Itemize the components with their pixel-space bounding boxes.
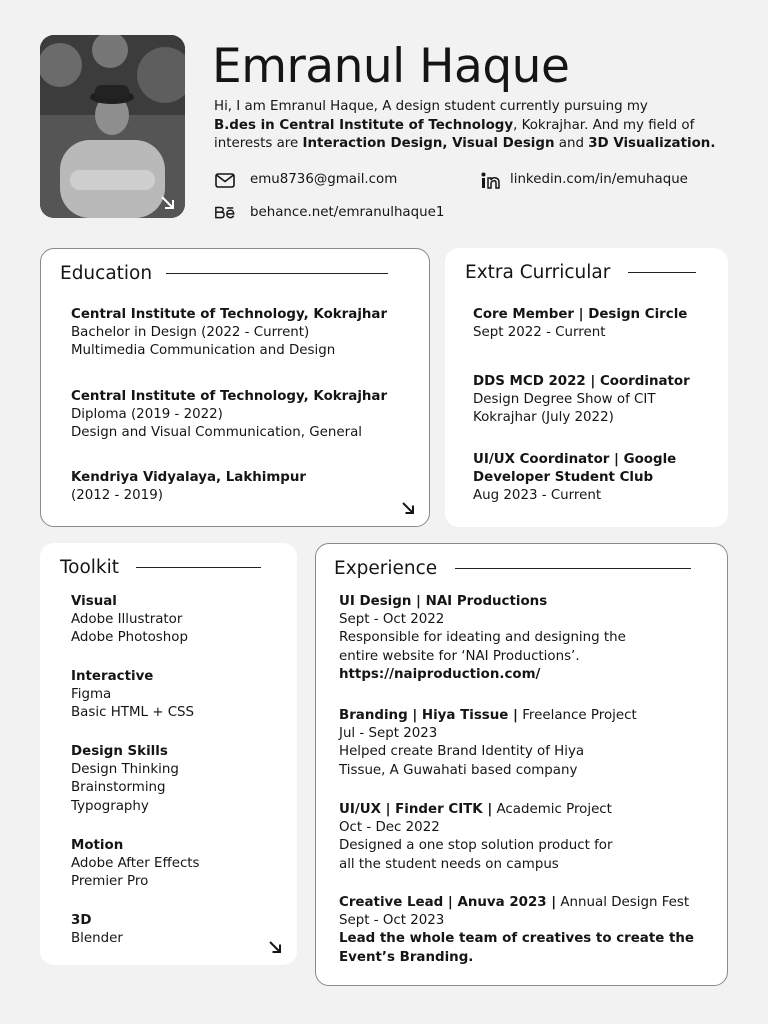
toolkit-item: Design Thinking <box>71 762 179 778</box>
experience-link[interactable]: https://naiproduction.com/ <box>339 666 541 682</box>
intro-line-1: Hi, I am Emranul Haque, A design student currently pursuing my <box>214 99 648 114</box>
education-school: Central Institute of Technology, Kokrajhar <box>71 389 388 404</box>
education-header <box>60 263 388 284</box>
toolkit-card <box>40 543 297 965</box>
toolkit-item: Adobe Photoshop <box>71 630 188 646</box>
experience-desc: Helped create Brand Identity of Hiya <box>339 744 585 760</box>
extra-item-title: UI/UX Coordinator | Google <box>473 452 677 467</box>
experience-role: Branding | Hiya Tissue | <box>339 708 518 723</box>
intro-degree: B.des in Central Institute of Technology <box>214 117 514 133</box>
arrow-down-right-icon <box>159 194 177 212</box>
experience-desc: entire website for ‘NAI Productions’. <box>339 648 580 664</box>
extra-curricular-rule <box>628 272 696 273</box>
extra-item <box>473 451 676 506</box>
arrow-down-right-icon <box>267 939 283 955</box>
contact-behance[interactable] <box>214 204 444 222</box>
education-field: Design and Visual Communication, General <box>71 425 362 441</box>
toolkit-item: Adobe Illustrator <box>71 612 183 628</box>
experience-item <box>339 593 626 684</box>
extra-item-desc: Kokrajhar (July 2022) <box>473 410 614 426</box>
education-item <box>71 469 306 505</box>
extra-item-date: Sept 2022 - Current <box>473 325 606 341</box>
experience-type: Academic Project <box>492 802 612 817</box>
experience-desc: Tissue, A Guwahati based company <box>339 762 578 778</box>
linkedin-link[interactable]: linkedin.com/in/emuhaque <box>510 172 688 187</box>
toolkit-rule <box>136 567 261 568</box>
email-link[interactable]: emu8736@gmail.com <box>250 172 398 187</box>
extra-curricular-title: Extra Curricular <box>465 262 611 283</box>
toolkit-group <box>71 912 123 948</box>
toolkit-item: Typography <box>71 798 149 814</box>
extra-item-date: Aug 2023 - Current <box>473 488 602 504</box>
extra-item-title: Developer Student Club <box>473 470 654 486</box>
experience-desc: all the student needs on campus <box>339 856 559 872</box>
experience-desc: Responsible for ideating and designing the <box>339 630 626 646</box>
education-degree: Diploma (2019 - 2022) <box>71 407 223 423</box>
experience-header <box>334 558 691 579</box>
toolkit-group <box>71 743 179 816</box>
intro-paragraph <box>214 98 734 154</box>
toolkit-item: Adobe After Effects <box>71 856 200 872</box>
toolkit-header <box>60 557 261 578</box>
education-school: Kendriya Vidyalaya, Lakhimpur <box>71 470 307 485</box>
behance-link[interactable]: behance.net/emranulhaque1 <box>250 205 445 220</box>
intro-line-3 <box>214 135 734 154</box>
toolkit-group-name: Motion <box>71 838 124 853</box>
intro-interests-start: interests are <box>214 136 303 151</box>
arrow-down-right-icon <box>400 500 416 516</box>
education-title: Education <box>60 263 153 284</box>
toolkit-item: Basic HTML + CSS <box>71 705 195 721</box>
experience-item <box>339 707 637 780</box>
extra-item-desc: Design Degree Show of CIT <box>473 392 656 408</box>
toolkit-item: Premier Pro <box>71 874 149 890</box>
experience-role: Creative Lead | Anuva 2023 | <box>339 895 557 910</box>
education-school: Central Institute of Technology, Kokrajhar <box>71 307 388 322</box>
experience-date: Jul - Sept 2023 <box>339 726 438 742</box>
experience-item-heading <box>339 707 637 725</box>
education-rule <box>166 273 388 274</box>
toolkit-title: Toolkit <box>60 557 120 578</box>
education-degree: Bachelor in Design (2022 - Current) <box>71 325 310 341</box>
profile-photo <box>40 35 185 218</box>
intro-and: and <box>554 136 589 151</box>
intro-interests-2: 3D Visualization. <box>588 136 716 151</box>
intro-interests-1: Interaction Design, Visual Design <box>302 136 555 151</box>
education-field: Multimedia Communication and Design <box>71 343 336 359</box>
toolkit-item: Figma <box>71 687 112 703</box>
extra-item <box>473 306 687 342</box>
experience-item-heading <box>339 801 613 819</box>
toolkit-group-name: 3D <box>71 913 92 928</box>
extra-item-title: DDS MCD 2022 | Coordinator <box>473 374 690 389</box>
toolkit-item: Brainstorming <box>71 780 166 796</box>
linkedin-icon <box>480 171 502 189</box>
experience-date: Sept - Oct 2023 <box>339 913 445 929</box>
experience-date: Oct - Dec 2022 <box>339 820 440 836</box>
experience-type: Freelance Project <box>517 708 637 723</box>
mail-icon <box>214 171 236 189</box>
education-item <box>71 306 387 361</box>
toolkit-group-name: Visual <box>71 594 117 609</box>
experience-item <box>339 801 613 874</box>
extra-curricular-header <box>465 262 696 283</box>
extra-item-title: Core Member | Design Circle <box>473 307 688 322</box>
contact-linkedin[interactable] <box>480 171 688 189</box>
experience-item-heading <box>339 894 694 912</box>
name-heading: Emranul Haque <box>212 39 570 94</box>
toolkit-group-name: Interactive <box>71 669 154 684</box>
contact-email[interactable] <box>214 171 397 189</box>
intro-location: , Kokrajhar. And my field of <box>513 117 695 133</box>
toolkit-item: Blender <box>71 931 123 947</box>
experience-item <box>339 894 694 967</box>
toolkit-group <box>71 668 194 723</box>
experience-date: Sept - Oct 2022 <box>339 612 445 628</box>
education-years: (2012 - 2019) <box>71 488 163 504</box>
experience-rule <box>455 568 691 569</box>
education-item <box>71 388 387 443</box>
intro-line-2 <box>214 117 734 136</box>
extra-curricular-card <box>445 248 728 527</box>
experience-title: Experience <box>334 558 438 579</box>
experience-role: UI/UX | Finder CITK | <box>339 802 493 817</box>
experience-desc: Lead the whole team of creatives to create the <box>339 931 695 947</box>
extra-item <box>473 373 690 428</box>
behance-icon <box>214 204 236 222</box>
education-card <box>40 248 430 527</box>
toolkit-group <box>71 837 200 892</box>
toolkit-group-name: Design Skills <box>71 744 168 759</box>
experience-item-heading <box>339 593 626 611</box>
experience-desc: Event’s Branding. <box>339 949 474 965</box>
portrait-image <box>40 35 185 218</box>
experience-type: Annual Design Fest <box>556 895 690 910</box>
experience-role: UI Design | NAI Productions <box>339 594 548 609</box>
toolkit-group <box>71 593 188 648</box>
experience-card <box>315 543 728 986</box>
experience-desc: Designed a one stop solution product for <box>339 838 613 854</box>
